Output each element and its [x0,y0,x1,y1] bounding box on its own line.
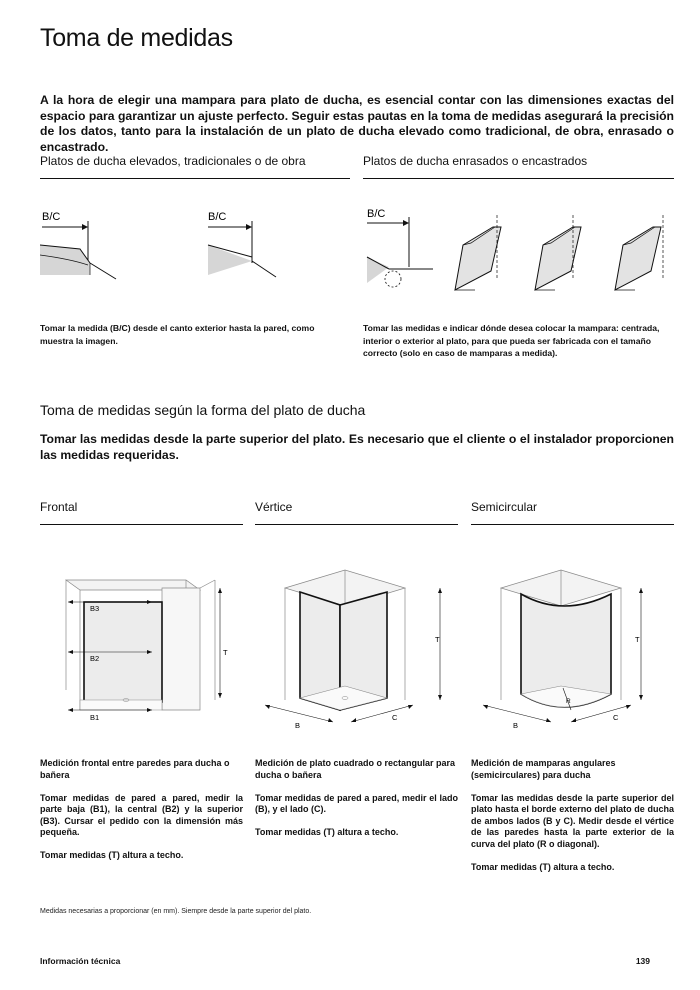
vertice-c-label: C [392,713,398,722]
semicircular-b-label: B [513,721,519,730]
semicircular-text-3: Tomar medidas (T) altura a techo. [471,861,615,872]
heading-frontal: Frontal [40,500,243,525]
intro-paragraph: A la hora de elegir una mampara para plato de ducha, es esencial contar con las dimensiones exactas del espacio para garantizar un ajuste perfecto. Seguir estas pautas en la toma de medidas asegurará la precisión de los datos, tanto para la instalación de un plato de ducha elevado como tradicional, de obra, enrasado o encastrado. [40,93,674,154]
frontal-diagram [40,560,245,730]
frontal-text-2: Tomar medidas de pared a pared, medir la parte baja (B1), la central (B2) y la superior (B3). Cursar el pedido con la dimensión más pequeña. [40,792,243,837]
footnote: Medidas necesarias a proporcionar (en mm). Siempre desde la parte superior del plato. [40,908,312,915]
vertice-diagram [255,560,460,730]
bc-label-2: B/C [208,211,227,223]
semicircular-text [471,758,674,885]
flush-tray-illustrations [363,205,674,300]
flush-tray-centered [455,215,501,290]
flush-tray-diagram-main [367,208,433,287]
raised-tray-diagram-1 [40,211,116,279]
semicircular-diagram [471,560,676,730]
vertice-text [255,758,458,850]
heading-flush-trays: Platos de ducha enrasados o encastrados [363,154,674,179]
heading-vertice: Vértice [255,500,458,525]
shape-section-text: Tomar las medidas desde la parte superior del plato. Es necesario que el cliente o el instalador proporcionen las medidas requeridas. [40,432,674,462]
raised-tray-illustrations [40,205,350,295]
vertice-t-label: T [435,635,440,644]
flush-tray-exterior [615,215,663,290]
caption-flush-trays: Tomar las medidas e indicar dónde desea colocar la mampara: centrada, interior o exterior al plato, para que pueda ser fabricada con el tamaño correcto (solo en caso de mamparas a medida). [363,323,660,358]
caption-raised-trays: Tomar la medida (B/C) desde el canto exterior hasta la pared, como muestra la imagen. [40,323,315,346]
semicircular-text-2: Tomar las medidas desde la parte superior del plato hasta el borde externo del plato de ducha de ambos lados (B y C). Medir desde el vértice de las paredes hasta la parte exterior de la curva del plato (R o diagonal). [471,792,674,849]
footer-section-label: Información técnica [40,956,121,966]
bc-label-1: B/C [42,211,61,223]
semicircular-t-label: T [635,635,640,644]
frontal-b3-label: B3 [90,604,100,613]
frontal-text-1: Medición frontal entre paredes para ducha o bañera [40,758,230,780]
page-number: 139 [635,956,650,966]
frontal-text [40,758,243,873]
vertice-text-2: Tomar medidas de pared a pared, medir el lado (B), y el lado (C). [255,792,458,814]
vertice-text-3: Tomar medidas (T) altura a techo. [255,827,399,837]
frontal-b2-label: B2 [90,654,100,663]
vertice-text-1: Medición de plato cuadrado o rectangular para ducha o bañera [255,758,456,780]
flush-tray-interior [535,215,581,290]
frontal-text-3: Tomar medidas (T) altura a techo. [40,850,184,860]
frontal-b1-label: B1 [90,713,100,722]
semicircular-r-label: R [566,698,571,705]
heading-raised-trays: Platos de ducha elevados, tradicionales o de obra [40,154,350,179]
semicircular-c-label: C [613,713,619,722]
heading-semicircular: Semicircular [471,500,674,525]
frontal-t-label: T [223,648,228,657]
semicircular-text-1: Medición de mamparas angulares (semicirculares) para ducha [471,758,616,780]
page-title: Toma de medidas [40,24,233,52]
shape-section-title: Toma de medidas según la forma del plato de ducha [40,402,366,418]
raised-tray-diagram-2 [208,211,276,277]
bc-label-flush: B/C [367,208,386,220]
vertice-b-label: B [295,721,301,730]
